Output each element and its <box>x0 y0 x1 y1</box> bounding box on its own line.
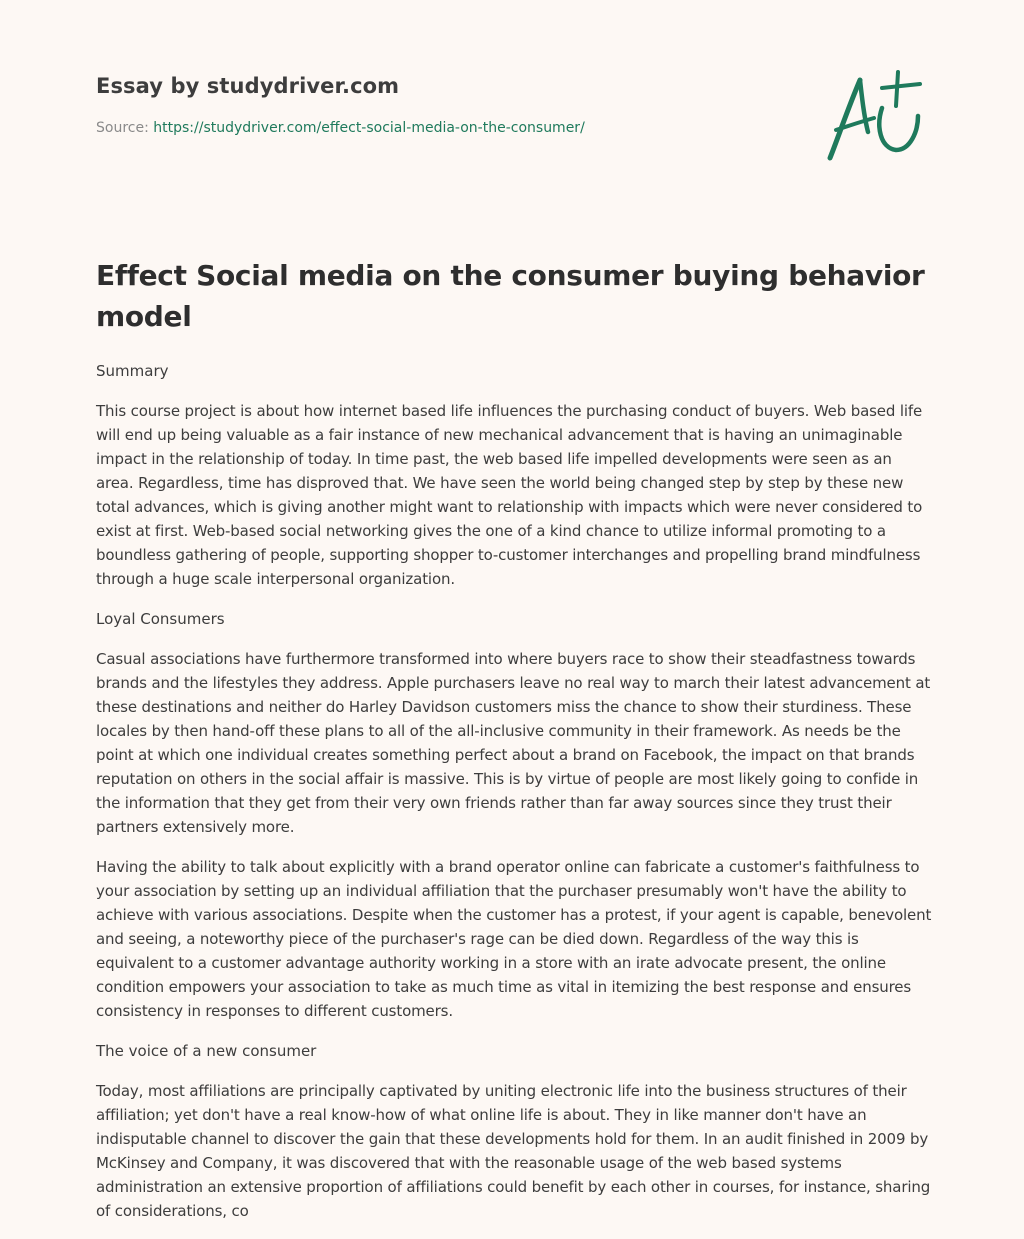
source-link[interactable]: https://studydriver.com/effect-social-media-on-the-consumer/ <box>153 120 585 136</box>
paragraph: This course project is about how internet based life influences the purchasing conduct of buyers. Web based life will end up being valuable as a fair instance of new mechanical advancement that is having an unimaginable impact in the relationship of today. In time past, the web based life impelled developments were seen as an area. Regardless, time has disproved that. We have seen the world being changed step by step by these new total advances, which is giving another might want to relationship with impacts which were never considered to exist at first. Web-based social networking gives the one of a kind chance to utilize informal promoting to a boundless gathering of people, supporting shopper to-customer interchanges and propelling brand mindfulness through a huge scale interpersonal organization. <box>96 402 923 588</box>
section-heading-loyal-consumers: Loyal Consumers <box>96 610 225 628</box>
article-title: Effect Social media on the consumer buying behavior model <box>96 259 925 333</box>
source-line <box>96 120 796 136</box>
section-heading-voice-of-new-consumer: The voice of a new consumer <box>96 1042 317 1060</box>
paragraph: Today, most affiliations are principally captivated by uniting electronic life into the business structures of their affiliation; yet don't have a real know-how of what online life is about. They in like manner don't have an indisputable channel to discover the gain that these developments hold for them. In an audit finished in 2009 by McKinsey and Company, it was discovered that with the reasonable usage of the web based systems administration an extensive proportion of affiliations could benefit by each other in courses, for instance, sharing of considerations, co <box>96 1082 931 1220</box>
page-header <box>96 74 796 136</box>
paragraph: Having the ability to talk about explicitly with a brand operator online can fabricate a customer's faithfulness to your association by setting up an individual affiliation that the purchaser presumably won't have the ability to achieve with various associations. Despite when the customer has a protest, if your agent is capable, benevolent and seeing, a noteworthy piece of the purchaser's rage can be died down. Regardless of the way this is equivalent to a customer advantage authority working in a store with an irate advocate present, the online condition empowers your association to take as much time as vital in itemizing the best response and ensures consistency in responses to different customers. <box>96 858 932 1020</box>
a-plus-logo-icon <box>822 68 926 164</box>
source-label: Source: <box>96 120 154 136</box>
article <box>96 255 932 1239</box>
section-heading-summary: Summary <box>96 362 169 380</box>
paragraph: Casual associations have furthermore transformed into where buyers race to show their steadfastness towards brands and the lifestyles they address. Apple purchasers leave no real way to march their latest advancement at these destinations and neither do Harley Davidson customers miss the chance to show their sturdiness. These locales by then hand-off these plans to all of the all-inclusive community in their framework. As needs be the point at which one individual creates something perfect about a brand on Facebook, the impact on that brands reputation on others in the social affair is massive. This is by virtue of people are most likely going to confide in the information that they get from their very own friends rather than far away sources since they trust their partners extensively more. <box>96 650 931 836</box>
brand-title: Essay by studydriver.com <box>96 74 400 98</box>
